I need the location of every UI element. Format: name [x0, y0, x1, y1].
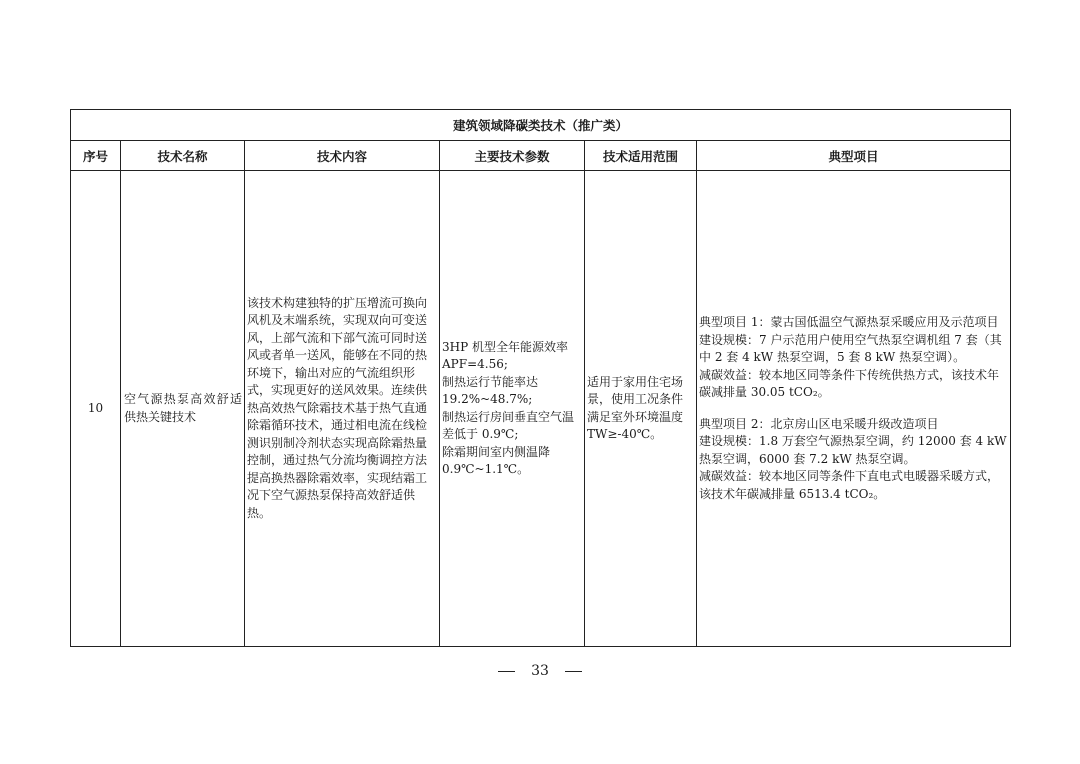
row-main-parameters: [440, 171, 585, 647]
project-1-scale: 建设规模：7 户示范用户使用空气热泵空调机组 7 套（其中 2 套 4 kW 热泵空调，5 套 8 kW 热泵空调）。: [699, 332, 1002, 364]
row-technology-name: 空气源热泵高效舒适供热关键技术: [121, 171, 245, 647]
table-row: [71, 171, 1011, 647]
parameter-item: 3HP 机型全年能源效率APF=4.56;: [442, 339, 568, 371]
header-technology-content: 技术内容: [245, 141, 440, 171]
parameter-item: 除霜期间室内侧温降0.9℃~1.1℃。: [442, 444, 551, 476]
project-spacer: [699, 402, 1008, 416]
project-1-title: 典型项目 1：蒙古国低温空气源热泵采暖应用及示范项目: [699, 315, 999, 329]
project-2-title: 典型项目 2：北京房山区电采暖升级改造项目: [699, 416, 939, 431]
project-2-scale: 建设规模：1.8 万套空气源热泵空调，约 12000 套 4 kW 热泵空调，6000 套 7.2 kW 热泵空调。: [699, 434, 1007, 466]
page-footer: [0, 660, 1080, 682]
header-serial-number: 序号: [71, 141, 121, 171]
project-1-benefit: 减碳效益：较本地区同等条件下传统供热方式，该技术年碳减排量 30.05 tCO₂。: [699, 367, 1000, 399]
page-number: 33: [531, 663, 549, 679]
parameter-item: 制热运行节能率达19.2%~48.7%;: [442, 374, 539, 406]
applicable-scope-text: 适用于家用住宅场景，使用工况条件满足室外环境温度TW≥-40℃。: [587, 374, 684, 441]
header-technology-name: 技术名称: [121, 141, 245, 171]
header-main-parameters: 主要技术参数: [440, 141, 585, 171]
header-applicable-scope: 技术适用范围: [585, 141, 697, 171]
row-applicable-scope: [585, 171, 697, 647]
header-typical-projects: 典型项目: [697, 141, 1011, 171]
row-technology-content: [245, 171, 440, 647]
parameter-item: 制热运行房间垂直空气温差低于 0.9℃;: [442, 409, 575, 441]
row-serial-number: 10: [71, 171, 121, 647]
page-number-left-dash: [498, 671, 515, 672]
table-title: 建筑领域降碳类技术（推广类）: [71, 110, 1011, 141]
row-typical-projects: [697, 171, 1011, 647]
project-2-benefit: 减碳效益：较本地区同等条件下直电式电暖器采暖方式，该技术年碳减排量 6513.4 tCO₂。: [699, 469, 1000, 501]
technology-table: [70, 109, 1011, 647]
technology-content-text: 该技术构建独特的扩压增流可换向风机及末端系统，实现双向可变送风，上部气流和下部气流可同时送风或者单一送风，能够在不同的热环境下，输出对应的气流组织形式，实现更好的送风效果。连续供热高效热气除霜技术基于热气直通除霜循环技术，通过相电流在线检测识别制冷剂状态实现高除霜热量控制，通过热气分流均衡调控方法提高换热器除霜效率，实现结霜工况下空气源热泵保持高效舒适供热。: [247, 295, 428, 520]
page-number-right-dash: [565, 671, 582, 672]
